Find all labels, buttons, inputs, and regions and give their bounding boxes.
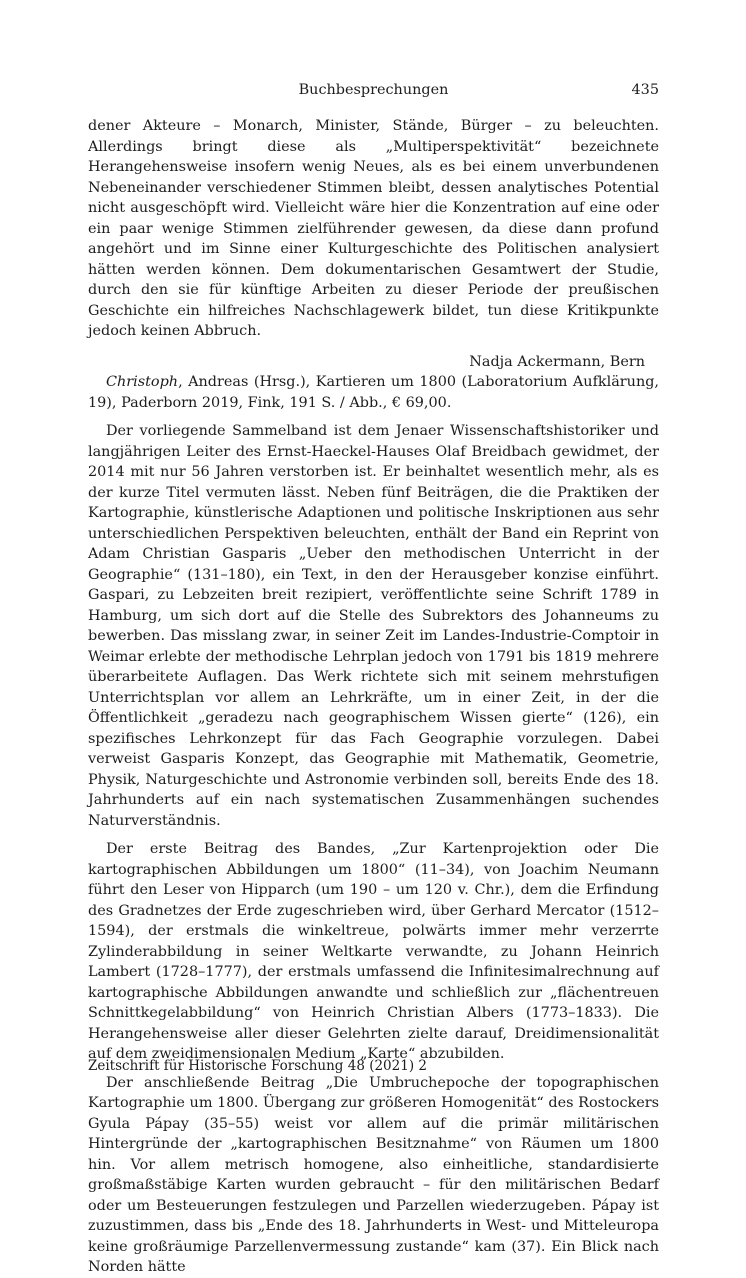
review-paragraph-1: Der vorliegende Sammelband ist dem Jenaer Wissenschaftshistoriker und langjährigen Leiter des Ernst-Haeckel-Hauses Olaf Breidbach gewidmet, der 2014 mit nur 56 Jahren verstorben ist. Er beinhaltet wesentlich mehr, als es der kurze Titel vermuten lässt. Neben fünf Beiträgen, die die Praktiken der Kartographie, künstlerische Adaptionen und politische Inskriptionen aus sehr unterschiedlichen Perspektiven beleuchten, enthält der Band ein Reprint von Adam Christian Gasparis „Ueber den methodischen Unterricht in der Geographie“ (131–180), ein Text, in den der Herausgeber konzise einführt. Gaspari, zu Lebzeiten breit rezipiert, veröffentlichte seine Schrift 1789 in Hamburg, um sich dort auf die Stelle des Subrektors des Johanneums zu bewerben. Das misslang zwar, in seiner Zeit im Landes-Industrie-Comptoir in Weimar erlebte der methodische Lehrplan jedoch von 1791 bis 1819 mehrere überarbeitete Auflagen. Das Werk richtete sich mit seinem mehrstufigen Unterrichtsplan vor allem an Lehrkräfte, um in einer Zeit, in der die Öffentlichkeit „geradezu nach geographischem Wissen gierte“ (126), ein spezifisches Lehrkonzept für das Fach Geographie vorzulegen. Dabei verweist Gasparis Konzept, das Geographie mit Mathematik, Geometrie, Physik, Naturgeschichte und Astronomie verbinden soll, bereits Ende des 18. Jahrhunderts auf ein nach systematischen Zusammenhängen suchendes Naturverständnis.	[88, 423, 659, 829]
review-paragraph-3: Der anschließende Beitrag „Die Umbruchepoche der topographischen Kartographie um 1800. Übergang zur größeren Homogenität“ des Rostockers Gyula Pápay (35–55) weist vor allem auf die primär militärischen Hintergründe der „kartographischen Besitznahme“ von Räumen um 1800 hin. Vor allem metrisch homogene, also einheitliche, standardisierte großmaßstäbige Karten wurden gebraucht – für den militärischen Bedarf oder um Besteuerungen festzulegen und Parzellen wiederzugeben. Pápay ist zuzustimmen, dass bis „Ende des 18. Jahrhunderts in West- und Mitteleuropa keine großräumige Parzellenvermessung zustande“ kam (37). Ein Blick nach Norden hätte	[88, 1074, 659, 1275]
review-continued-paragraph: dener Akteure – Monarch, Minister, Stände, Bürger – zu beleuchten. Allerdings bringt diese als „Multiperspektivität“ bezeichnete Herangehensweise insofern wenig Neues, als es bei einem unverbundenen Nebeneinander verschiedener Stimmen bleibt, dessen analytisches Potential nicht ausgeschöpft wird. Vielleicht wäre hier die Konzentration auf eine oder ein paar wenige Stimmen zielführender gewesen, da diese dann profund angehört und im Sinne einer Kulturgeschichte des Politischen analysiert hätten werden können. Dem dokumentarischen Gesamtwert der Studie, durch den sie für künftige Arbeiten zu dieser Periode der preußischen Geschichte ein hilfreiches Nachschlagewerk bildet, tun diese Kritikpunkte jedoch keinen Abbruch.	[88, 118, 659, 339]
book-citation	[88, 372, 659, 413]
review-paragraph-2: Der erste Beitrag des Bandes, „Zur Kartenprojektion oder Die kartographischen Abbildungen um 1800“ (11–34), von Joachim Neumann führt den Leser von Hipparch (um 190 – um 120 v. Chr.), dem die Erfindung des Gradnetzes der Erde zugeschrieben wird, über Gerhard Mercator (1512–1594), der erstmals die winkeltreue, polwärts immer mehr verzerrte Zylinderabbildung in seiner Weltkarte verwandte, zu Johann Heinrich Lambert (1728–1777), der erstmals umfassend die Infinitesimalrechnung auf kartographische Abbildungen anwandte und schließlich zur „flächentreuen Schnittkegelabbildung“ von Heinrich Christian Albers (1773–1833). Die Herangehensweise aller dieser Gelehrten zielte darauf, Dreidimensionalität auf dem zweidimensionalen Medium „Karte“ abzubilden.	[88, 841, 659, 1062]
running-header	[88, 82, 659, 102]
running-title: Buchbesprechungen	[298, 82, 449, 98]
journal-footer: Zeitschrift für Historische Forschung 48 (2021) 2	[88, 1058, 427, 1074]
citation-author: Christoph	[106, 374, 179, 390]
reviewer-signature: Nadja Ackermann, Bern	[469, 353, 645, 370]
citation-details: , Andreas (Hrsg.), Kartieren um 1800 (Laboratorium Aufklärung, 19), Paderborn 2019, Fink, 191 S. / Abb., € 69,00.	[88, 374, 659, 411]
page-number: 435	[631, 82, 659, 98]
page-body	[88, 116, 659, 1278]
